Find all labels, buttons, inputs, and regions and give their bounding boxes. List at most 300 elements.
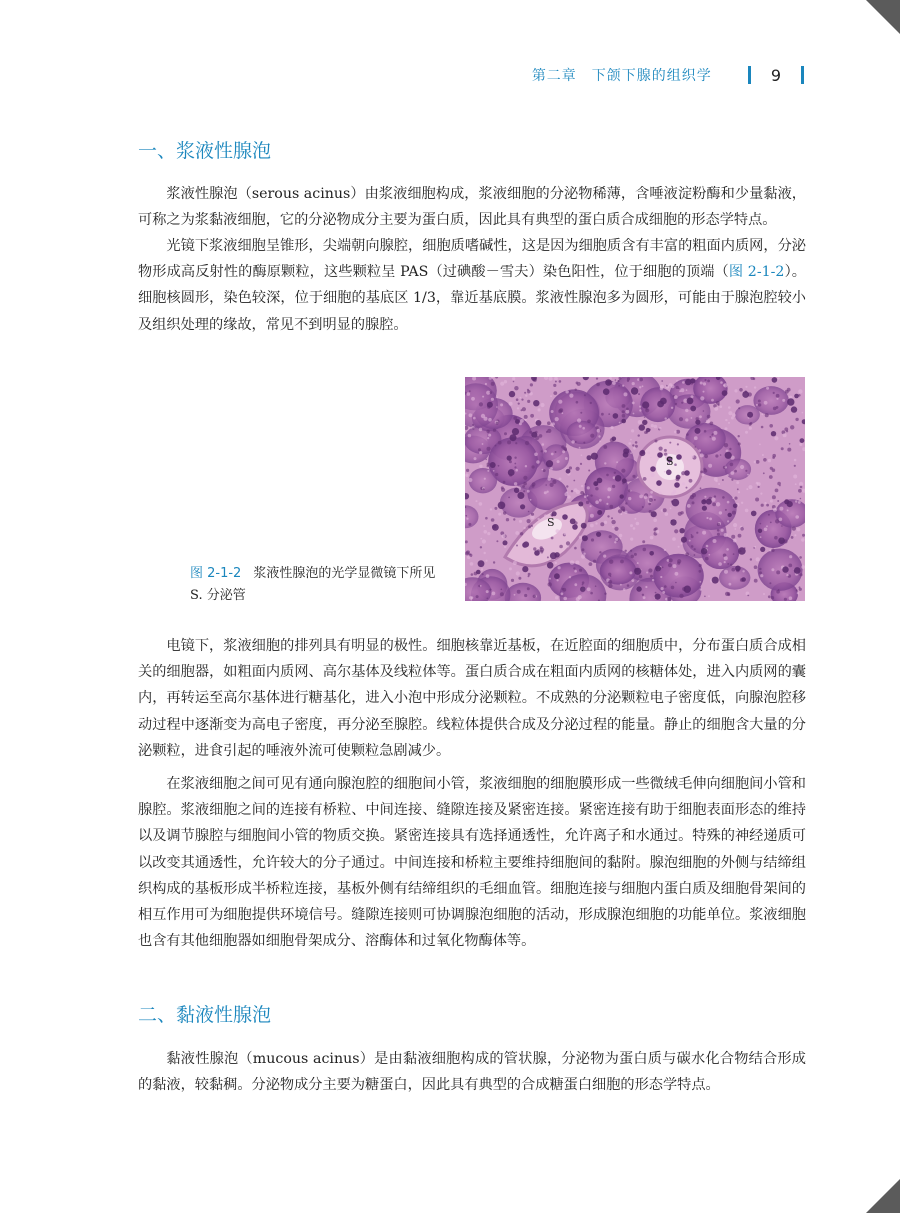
zymogen-granule (771, 596, 774, 599)
zymogen-granule (639, 409, 641, 411)
zymogen-granule (801, 565, 805, 569)
zymogen-granule (666, 385, 668, 387)
zymogen-granule (553, 391, 557, 395)
zymogen-granule (708, 595, 710, 597)
zymogen-granule (756, 404, 758, 406)
duct-cell-nucleus (562, 514, 568, 520)
zymogen-granule (504, 546, 507, 549)
zymogen-granule (493, 561, 495, 563)
zymogen-granule (713, 539, 717, 543)
zymogen-granule (550, 467, 553, 470)
zymogen-granule (694, 548, 696, 550)
zymogen-granule (484, 530, 488, 534)
cell-nucleus (623, 452, 629, 458)
zymogen-granule (709, 436, 711, 438)
caption-legend: S. 分泌管 (190, 588, 246, 603)
cell-nucleus (772, 377, 778, 383)
zymogen-granule (595, 585, 597, 587)
zymogen-granule (532, 465, 535, 468)
zymogen-granule (530, 499, 532, 501)
cell-nucleus (728, 513, 732, 517)
zymogen-granule (664, 449, 667, 452)
zymogen-granule (722, 496, 725, 499)
zymogen-granule (686, 487, 688, 489)
zymogen-granule (699, 415, 702, 418)
zymogen-granule (652, 579, 654, 581)
paragraph-serous-electron-microscopy: 电镜下，浆液细胞的排列具有明显的极性。细胞核靠近基板，在近腔面的细胞质中，分布蛋白质合成相关的细胞器，如粗面内质网、高尔基体及线粒体等。蛋白质合成在粗面内质网的核糖体处，进入内质网的囊内，再转运至高尔基体进行糖基化，进入小泡中形成分泌颗粒。不成熟的分泌颗粒电子密度低，向腺泡腔移动过程中逐渐变为高电子密度，再分泌至腺腔。线粒体提供合成及分泌过程的能量。静止的细胞含大量的分泌颗粒，进食引起的唾液外流可使颗粒急剧减少。 (138, 638, 806, 759)
zymogen-granule (538, 408, 541, 411)
zymogen-granule (486, 590, 489, 593)
duct-cell-nucleus (572, 524, 578, 530)
zymogen-granule (492, 592, 496, 596)
zymogen-granule (584, 495, 587, 498)
zymogen-granule (563, 597, 567, 601)
zymogen-granule (481, 568, 483, 570)
zymogen-granule (588, 470, 590, 472)
zymogen-granule (660, 576, 662, 578)
zymogen-granule (551, 537, 554, 540)
zymogen-granule (770, 522, 772, 524)
zymogen-granule (527, 390, 530, 393)
zymogen-granule (654, 499, 656, 501)
zymogen-granule (768, 595, 771, 598)
zymogen-granule (527, 519, 531, 523)
zymogen-granule (581, 510, 584, 513)
zymogen-granule (513, 561, 517, 565)
zymogen-granule (579, 569, 582, 572)
zymogen-granule (756, 557, 760, 561)
zymogen-granule (555, 381, 557, 383)
acinus-cluster (600, 556, 636, 584)
zymogen-granule (638, 420, 642, 424)
zymogen-granule (622, 410, 625, 413)
zymogen-granule (643, 477, 647, 481)
zymogen-granule (632, 402, 635, 405)
zymogen-granule (604, 462, 606, 464)
zymogen-granule (478, 448, 481, 451)
zymogen-granule (575, 441, 577, 443)
zymogen-granule (717, 529, 720, 532)
zymogen-granule (467, 392, 471, 396)
zymogen-granule (754, 546, 756, 548)
zymogen-granule (691, 545, 694, 548)
zymogen-granule (676, 449, 680, 453)
zymogen-granule (786, 574, 788, 576)
zymogen-granule (541, 450, 543, 452)
zymogen-granule (738, 407, 740, 409)
zymogen-granule (733, 539, 737, 543)
zymogen-granule (699, 564, 702, 567)
zymogen-granule (576, 401, 579, 404)
zymogen-granule (771, 568, 774, 571)
zymogen-granule (614, 541, 616, 543)
cell-nucleus (605, 379, 612, 386)
cell-nucleus (603, 388, 610, 395)
zymogen-granule (731, 535, 735, 539)
zymogen-granule (514, 466, 516, 468)
zymogen-granule (612, 526, 614, 528)
zymogen-granule (691, 417, 693, 419)
zymogen-granule (525, 465, 527, 467)
cell-nucleus (741, 577, 746, 582)
zymogen-granule (480, 538, 482, 540)
header-divider-left (748, 66, 751, 84)
zymogen-granule (629, 571, 632, 574)
zymogen-granule (637, 562, 639, 564)
zymogen-granule (654, 425, 658, 429)
zymogen-granule (509, 402, 513, 406)
zymogen-granule (547, 421, 551, 425)
zymogen-granule (734, 528, 736, 530)
page-corner-decoration-top (866, 0, 900, 34)
zymogen-granule (595, 500, 599, 504)
zymogen-granule (576, 490, 580, 494)
zymogen-granule (750, 558, 752, 560)
zymogen-granule (703, 382, 706, 385)
zymogen-granule (609, 505, 613, 509)
zymogen-granule (635, 441, 638, 444)
zymogen-granule (679, 594, 683, 598)
zymogen-granule (717, 533, 720, 536)
zymogen-granule (596, 378, 598, 380)
zymogen-granule (500, 382, 504, 386)
zymogen-granule (528, 525, 531, 528)
zymogen-granule (615, 379, 617, 381)
zymogen-granule (685, 552, 689, 556)
zymogen-granule (686, 389, 688, 391)
zymogen-granule (756, 482, 759, 485)
zymogen-granule (642, 540, 645, 543)
zymogen-granule (559, 545, 563, 549)
zymogen-granule (643, 596, 646, 599)
zymogen-granule (559, 478, 562, 481)
zymogen-granule (610, 575, 612, 577)
zymogen-granule (670, 507, 672, 509)
zymogen-granule (718, 483, 720, 485)
zymogen-granule (573, 567, 575, 569)
zymogen-granule (724, 533, 728, 537)
zymogen-granule (599, 551, 601, 553)
zymogen-granule (712, 437, 716, 441)
zymogen-granule (738, 491, 740, 493)
cell-nucleus (695, 428, 701, 434)
zymogen-granule (574, 547, 577, 550)
micrograph-serous-acinus (465, 377, 805, 601)
cell-nucleus (800, 438, 805, 443)
zymogen-granule (745, 470, 747, 472)
zymogen-granule (764, 528, 768, 532)
zymogen-granule (466, 469, 469, 472)
zymogen-granule (549, 578, 551, 580)
zymogen-granule (487, 532, 490, 535)
cell-nucleus (566, 469, 571, 474)
zymogen-granule (533, 595, 536, 598)
zymogen-granule (739, 388, 743, 392)
zymogen-granule (630, 524, 633, 527)
cell-nucleus (702, 506, 707, 511)
zymogen-granule (495, 473, 498, 476)
zymogen-granule (776, 570, 780, 574)
zymogen-granule (660, 387, 663, 390)
zymogen-granule (523, 482, 527, 486)
zymogen-granule (772, 454, 776, 458)
zymogen-granule (706, 545, 709, 548)
zymogen-granule (799, 556, 802, 559)
zymogen-granule (724, 570, 728, 574)
zymogen-granule (590, 505, 592, 507)
zymogen-granule (774, 536, 778, 540)
zymogen-granule (487, 470, 489, 472)
zymogen-granule (642, 385, 644, 387)
zymogen-granule (561, 445, 564, 448)
zymogen-granule (750, 422, 753, 425)
zymogen-granule (488, 434, 491, 437)
zymogen-granule (777, 500, 779, 502)
zymogen-granule (775, 489, 779, 493)
zymogen-granule (521, 399, 523, 401)
zymogen-granule (789, 596, 793, 600)
zymogen-granule (701, 473, 704, 476)
zymogen-granule (622, 385, 624, 387)
zymogen-granule (796, 589, 798, 591)
zymogen-granule (746, 592, 750, 596)
zymogen-granule (583, 442, 585, 444)
caption-text: 浆液性腺泡的光学显微镜下所见 (253, 566, 436, 581)
zymogen-granule (762, 454, 764, 456)
cell-nucleus (701, 499, 706, 504)
zymogen-granule (662, 591, 665, 594)
zymogen-granule (582, 581, 585, 584)
zymogen-granule (531, 525, 533, 527)
zymogen-granule (747, 474, 749, 476)
zymogen-granule (714, 495, 716, 497)
zymogen-granule (598, 435, 600, 437)
zymogen-granule (650, 491, 653, 494)
section-heading-serous: 一、浆液性腺泡 (138, 140, 272, 162)
page-number: 9 (770, 65, 781, 85)
zymogen-granule (704, 379, 706, 381)
zymogen-granule (625, 502, 627, 504)
paragraph-text-part: ）。细胞核圆形，染色较深，位于细胞的基底区 1/3，靠近基底膜。浆液性腺泡多为圆形，可能由于腺泡腔较小及组织处理的缘故，常见不到明显的腺腔。 (138, 264, 806, 333)
zymogen-granule (716, 502, 720, 506)
zymogen-granule (724, 556, 728, 560)
zymogen-granule (704, 469, 708, 473)
zymogen-granule (674, 463, 677, 466)
zymogen-granule (734, 497, 737, 500)
zymogen-granule (669, 442, 671, 444)
zymogen-granule (759, 571, 762, 574)
zymogen-granule (659, 447, 663, 451)
zymogen-granule (718, 404, 720, 406)
zymogen-granule (675, 403, 677, 405)
zymogen-granule (569, 576, 571, 578)
zymogen-granule (516, 571, 520, 575)
zymogen-granule (777, 482, 781, 486)
zymogen-granule (733, 553, 735, 555)
zymogen-granule (527, 400, 530, 403)
zymogen-granule (686, 433, 689, 436)
zymogen-granule (626, 408, 629, 411)
zymogen-granule (703, 410, 705, 412)
zymogen-granule (583, 553, 585, 555)
zymogen-granule (650, 473, 654, 477)
zymogen-granule (491, 382, 495, 386)
zymogen-granule (648, 568, 652, 572)
zymogen-granule (728, 406, 731, 409)
zymogen-granule (604, 521, 607, 524)
zymogen-granule (518, 403, 520, 405)
zymogen-granule (734, 389, 737, 392)
zymogen-granule (523, 476, 527, 480)
cell-nucleus (735, 566, 741, 572)
zymogen-granule (725, 466, 727, 468)
zymogen-granule (620, 584, 622, 586)
zymogen-granule (798, 501, 801, 504)
zymogen-granule (691, 535, 694, 538)
zymogen-granule (724, 561, 726, 563)
zymogen-granule (484, 552, 486, 554)
zymogen-granule (769, 582, 771, 584)
zymogen-granule (596, 383, 600, 387)
figure-reference-link[interactable]: 图 2-1-2 (728, 264, 785, 281)
zymogen-granule (608, 413, 610, 415)
zymogen-granule (569, 394, 573, 398)
zymogen-granule (479, 428, 482, 431)
zymogen-granule (758, 400, 761, 403)
zymogen-granule (534, 453, 538, 457)
cell-nucleus (784, 499, 789, 504)
zymogen-granule (655, 592, 657, 594)
zymogen-granule (527, 587, 530, 590)
zymogen-granule (498, 441, 502, 445)
cell-nucleus (536, 420, 542, 426)
zymogen-granule (644, 416, 646, 418)
zymogen-granule (628, 442, 631, 445)
zymogen-granule (621, 469, 625, 473)
zymogen-granule (581, 454, 583, 456)
zymogen-granule (725, 427, 728, 430)
zymogen-granule (545, 484, 547, 486)
cell-nucleus (507, 456, 512, 461)
zymogen-granule (646, 572, 648, 574)
cell-nucleus (621, 419, 626, 424)
zymogen-granule (574, 570, 577, 573)
zymogen-granule (519, 520, 522, 523)
zymogen-granule (599, 440, 601, 442)
cell-nucleus (782, 566, 788, 572)
cell-nucleus (512, 428, 519, 435)
zymogen-granule (648, 503, 651, 506)
zymogen-granule (720, 405, 723, 408)
zymogen-granule (759, 568, 761, 570)
zymogen-granule (520, 532, 523, 535)
zymogen-granule (639, 406, 641, 408)
zymogen-granule (661, 380, 663, 382)
zymogen-granule (766, 504, 769, 507)
zymogen-granule (512, 377, 515, 380)
zymogen-granule (518, 577, 521, 580)
zymogen-granule (622, 414, 626, 418)
zymogen-granule (467, 556, 471, 560)
zymogen-granule (760, 523, 762, 525)
zymogen-granule (756, 460, 760, 464)
cell-nucleus (657, 401, 664, 408)
zymogen-granule (714, 477, 718, 481)
cell-nucleus (670, 519, 676, 525)
zymogen-granule (664, 471, 666, 473)
cell-nucleus (751, 511, 757, 517)
zymogen-granule (485, 560, 487, 562)
cell-nucleus (591, 453, 598, 460)
cell-nucleus (712, 577, 719, 584)
zymogen-granule (774, 436, 778, 440)
zymogen-granule (517, 407, 519, 409)
zymogen-granule (501, 486, 504, 489)
zymogen-granule (522, 407, 526, 411)
zymogen-granule (762, 414, 764, 416)
zymogen-granule (633, 413, 635, 415)
zymogen-granule (580, 463, 582, 465)
zymogen-granule (749, 485, 753, 489)
zymogen-granule (754, 386, 756, 388)
cell-nucleus (503, 540, 508, 545)
zymogen-granule (517, 590, 521, 594)
cell-nucleus (634, 568, 641, 575)
cell-nucleus (760, 547, 765, 552)
zymogen-granule (769, 424, 773, 428)
zymogen-granule (468, 523, 471, 526)
cell-nucleus (738, 547, 746, 555)
zymogen-granule (520, 397, 522, 399)
zymogen-granule (628, 497, 631, 500)
zymogen-granule (609, 535, 612, 538)
zymogen-granule (487, 437, 489, 439)
acinus-cluster (725, 459, 751, 480)
zymogen-granule (577, 418, 581, 422)
zymogen-granule (769, 475, 773, 479)
zymogen-granule (509, 567, 512, 570)
zymogen-granule (581, 555, 585, 559)
cell-nucleus (622, 478, 627, 483)
zymogen-granule (738, 435, 740, 437)
zymogen-granule (787, 509, 789, 511)
zymogen-granule (595, 487, 598, 490)
zymogen-granule (730, 564, 732, 566)
zymogen-granule (491, 518, 495, 522)
zymogen-granule (787, 448, 791, 452)
zymogen-granule (562, 450, 565, 453)
zymogen-granule (674, 395, 678, 399)
zymogen-granule (575, 389, 577, 391)
zymogen-granule (632, 444, 634, 446)
zymogen-granule (627, 380, 629, 382)
zymogen-granule (485, 517, 488, 520)
zymogen-granule (608, 584, 612, 588)
zymogen-granule (726, 548, 729, 551)
zymogen-granule (533, 547, 536, 550)
zymogen-granule (575, 561, 579, 565)
zymogen-granule (540, 548, 544, 552)
zymogen-granule (755, 498, 759, 502)
zymogen-granule (561, 588, 563, 590)
zymogen-granule (633, 527, 636, 530)
zymogen-granule (781, 525, 783, 527)
zymogen-granule (630, 538, 633, 541)
zymogen-granule (500, 403, 503, 406)
zymogen-granule (531, 513, 534, 516)
cell-nucleus (510, 434, 517, 441)
zymogen-granule (631, 579, 634, 582)
